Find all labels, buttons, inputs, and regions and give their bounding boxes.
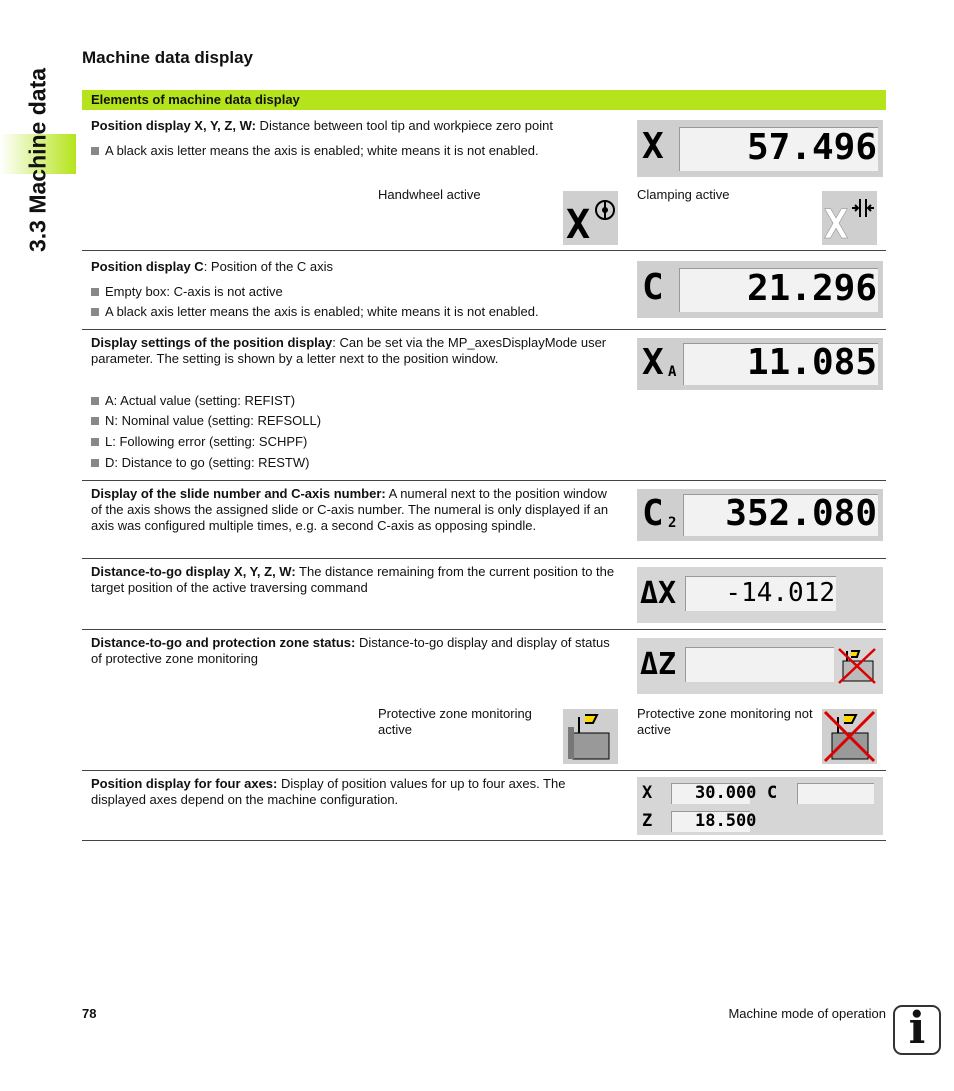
svg-text:X: X xyxy=(566,202,591,245)
protection-zone-active-icon xyxy=(563,709,618,764)
footer-section: Machine mode of operation xyxy=(728,1006,886,1021)
protection-zone-inactive-icon xyxy=(822,709,877,764)
handwheel-icon xyxy=(563,191,618,245)
page-number: 78 xyxy=(82,1006,97,1021)
position-display-slide: C 2 352.080 xyxy=(637,489,883,541)
clamping-icon xyxy=(822,191,877,245)
position-display-x: X 57.496 xyxy=(637,120,883,177)
table-row-display-settings: Display settings of the position display: Can be set via the MP_axesDisplayMode user parameter. The setting is shown by a letter next to the position window. A: Actual value (setting: REFIST) N: Nominal value (setting: REFSOLL) L: Following error (setting: SCHPF) D: Distance to go (setting: RESTW) X A 11.085 xyxy=(82,330,886,481)
info-icon: i xyxy=(893,1005,941,1055)
four-axes-display: X 30.000 C Z 18.500 xyxy=(637,777,883,835)
table-row-c-display: Position display C: Position of the C axis Empty box: C-axis is not active A black axis letter means the axis is enabled; white means it is not enabled. C 21.296 xyxy=(82,251,886,330)
table-header: Elements of machine data display xyxy=(82,90,886,110)
distance-to-go-display: ΔX -14.012 xyxy=(637,567,883,623)
page-title: Machine data display xyxy=(82,48,253,67)
svg-text:X: X xyxy=(824,202,849,245)
chapter-tab: 3.3 Machine data xyxy=(24,67,51,253)
position-display-mode: X A 11.085 xyxy=(637,338,883,390)
table-row-protection-zone: Distance-to-go and protection zone status: Distance-to-go display and display of status of protective zone monitoring ΔZ Protective zone monitoring active Protective zone monitoring not active xyxy=(82,630,886,771)
table-row-position-display: Position display X, Y, Z, W: Distance between tool tip and workpiece zero point A black axis letter means the axis is enabled; white means it is not enabled. X 57.496 Handwheel active X Clamping active X xyxy=(82,110,886,251)
position-display-c: C 21.296 xyxy=(637,261,883,318)
protection-zone-display: ΔZ xyxy=(637,638,883,694)
table-row-slide-number: Display of the slide number and C-axis number: A numeral next to the position window of the axis shows the assigned slide or C-axis number. The numeral is only displayed if an axis was configured multiple times, e.g. a second C-axis as opposing spindle. C 2 352.080 xyxy=(82,481,886,559)
table-row-four-axes: Position display for four axes: Display of position values for up to four axes. The displayed axes depend on the machine configuration. X 30.000 C Z 18.500 xyxy=(82,771,886,841)
table-row-distance-to-go: Distance-to-go display X, Y, Z, W: The distance remaining from the current position to the target position of the active traversing command ΔX -14.012 xyxy=(82,559,886,630)
